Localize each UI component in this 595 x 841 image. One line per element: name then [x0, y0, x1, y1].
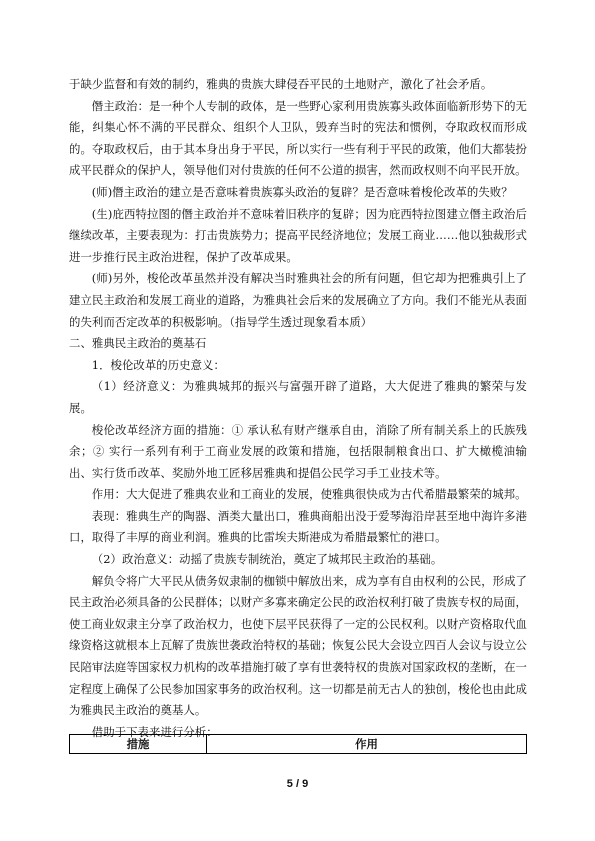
paragraph-economic-manifestation: 表现：雅典生产的陶器、酒类大量出口，雅典商船出没于爱琴海沿岸甚至地中海许多港口，取得了丰厚的商业利润。雅典的比雷埃夫斯港成为希腊最繁忙的港口。: [69, 508, 527, 545]
section-heading: 二、雅典民主政治的奠基石: [69, 336, 207, 351]
table-header-measures: 措施: [70, 735, 207, 754]
paragraph-tyranny-definition: 僭主政治：是一种个人专制的政体，是一些野心家利用贵族寡头政体面临新形势下的无能，纠集心怀不满的平民群众、组织个人卫队，毁弃当时的宪法和惯例，夺取政权而形成的。夺取政权后，由于其本身出身于平民，所以实行一些有利于平民的政策，他们大都装扮成平民群众的保护人，领导他们对付贵族的任何不公道的损害，然而政权则不向平民开放。: [69, 98, 527, 178]
paragraph-student-answer: (生)庇西特拉图的僭主政治并不意味着旧秩序的复辟；因为庇西特拉图建立僭主政治后继续改革，主要表现为：打击贵族势力；提高平民经济地位；发展工商业……他以独裁形式进一步推行民主政治进程，保护了改革成果。: [69, 206, 527, 264]
subsection-heading: 1．梭伦改革的历史意义：: [91, 357, 225, 372]
paragraph-economic-significance: （1）经济意义：为雅典城邦的振兴与富强开辟了道路，大大促进了雅典的繁荣与发展。: [69, 379, 527, 415]
paragraph-teacher-question: (师)僭主政治的建立是否意味着贵族寡头政治的复辟？是否意味着梭伦改革的失败？: [91, 184, 513, 199]
table-header-row: [70, 735, 527, 754]
paragraph-continuation: 于缺少监督和有效的制约，雅典的贵族大肆侵吞平民的土地财产，激化了社会矛盾。: [69, 77, 493, 91]
body-text: [69, 74, 527, 743]
paragraph-table-intro: 借助于下表来进行分析：: [91, 724, 218, 739]
paragraph-teacher-summary: (师)另外，梭伦改革虽然并没有解决当时雅典社会的所有问题，但它却为把雅典引上了建立民主政治和发展工商业的道路，为雅典社会后来的发展确立了方向。我们不能光从表面的失利而否定改革的积极影响。（指导学生透过现象看本质）: [69, 271, 527, 329]
paragraph-political-significance: （2）政治意义：动摇了贵族专制统治，奠定了城邦民主政治的基础。: [91, 552, 443, 567]
paragraph-political-detail: 解负令将广大平民从债务奴隶制的枷锁中解放出来，成为享有自由权利的公民，形成了民主政治必须具备的公民群体；以财产多寡来确定公民的政治权利打破了贵族专权的局面，使工商业奴隶主分享了政治权力，也使下层平民获得了一定的公民权利。以财产资格取代血缘资格这就根本上瓦解了贵族世袭政治特权的基础；恢复公民大会设立四百人会议与设立公民陪审法庭等国家权力机构的改革措施打破了享有世袭特权的贵族对国家政权的垄断，在一定程度上确保了公民参加国家事务的政治权利。这一切都是前无古人的独创，梭伦也由此成为雅典民主政治的奠基人。: [69, 573, 527, 718]
table-header-effects: 作用: [207, 735, 527, 754]
paragraph-economic-measures: 梭伦改革经济方面的措施：① 承认私有财产继承自由，消除了所有制关系上的氏族残余；② 实行一系列有利于工商业发展的政策和措施，包括限制粮食出口、扩大橄榄油输出、实行货币改革、奖励外地工匠移居雅典和提倡公民学习手工业技术等。: [69, 422, 527, 480]
page-number: 5 / 9: [286, 778, 309, 790]
analysis-table: [69, 734, 527, 754]
paragraph-economic-effect: 作用：大大促进了雅典农业和工商业的发展，使雅典很快成为古代希腊最繁荣的城邦。: [91, 487, 527, 502]
